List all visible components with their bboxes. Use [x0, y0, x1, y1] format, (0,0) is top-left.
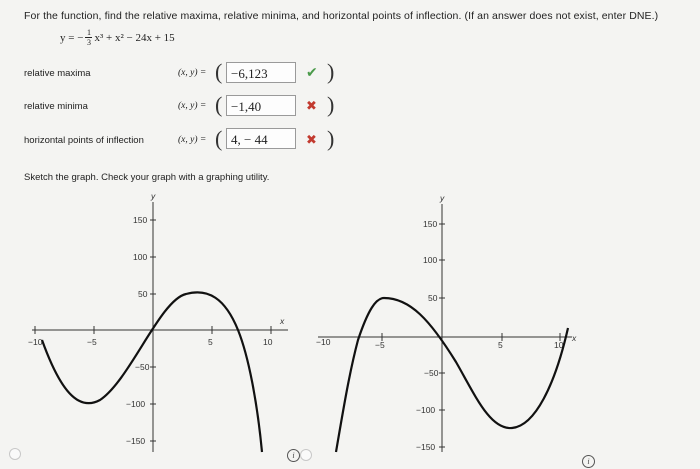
y-tick-label: −150	[126, 436, 146, 446]
x-tick-label: 10	[554, 340, 564, 350]
y-tick-label: −50	[135, 362, 150, 372]
x-tick-label: −10	[28, 337, 43, 347]
y-tick-label: 100	[423, 255, 438, 265]
inflection-points-label: horizontal points of inflection	[24, 135, 144, 146]
function-curve	[42, 292, 262, 452]
function-curve	[336, 298, 568, 452]
open-paren: (	[215, 92, 223, 117]
y-tick-label: 50	[138, 289, 148, 299]
x-tick-label: 5	[498, 340, 503, 350]
problem-prompt: For the function, find the relative maxima, relative minima, and horizontal points of inflection. (If an answer does not exist, enter DNE.)	[24, 10, 659, 22]
y-tick-label: −50	[424, 368, 439, 378]
y-tick-label: −100	[126, 399, 146, 409]
equation-fraction	[85, 28, 92, 47]
y-axis-label: y	[440, 193, 445, 203]
x-axis-label: x	[572, 333, 577, 343]
relative-maxima-input[interactable]: −6,123	[226, 62, 296, 83]
fraction-denominator: 3	[86, 38, 91, 47]
close-paren: )	[327, 59, 335, 84]
x-tick-label: −5	[375, 340, 385, 350]
x-axis-label: x	[280, 316, 285, 326]
info-icon[interactable]: i	[582, 455, 595, 468]
inflection-points-input[interactable]: 4, − 44	[226, 128, 296, 149]
relative-minima-input[interactable]: −1,40	[226, 95, 296, 116]
relative-minima-label: relative minima	[24, 101, 88, 112]
y-tick-label: 100	[133, 252, 148, 262]
open-paren: (	[215, 126, 223, 151]
close-paren: )	[327, 92, 335, 117]
y-tick-label: 150	[423, 219, 438, 229]
x-tick-label: 5	[208, 337, 213, 347]
inflection-points-xy: (x, y) =	[178, 135, 207, 145]
graph-option-1[interactable]	[20, 190, 310, 465]
cross-icon: ✖	[306, 132, 317, 147]
x-tick-label: 10	[263, 337, 273, 347]
y-axis-label: y	[151, 191, 156, 201]
graph-2-radio[interactable]	[300, 449, 312, 461]
graph-option-2[interactable]	[310, 190, 590, 465]
equation-lhs: y =	[60, 31, 75, 44]
open-paren: (	[215, 59, 223, 84]
function-equation	[60, 28, 175, 47]
close-paren: )	[327, 126, 335, 151]
y-tick-label: −150	[416, 442, 436, 452]
fraction-numerator: 1	[86, 28, 91, 37]
x-tick-label: −10	[316, 337, 331, 347]
relative-maxima-xy: (x, y) =	[178, 68, 207, 78]
check-icon: ✔	[306, 64, 318, 80]
sketch-instruction: Sketch the graph. Check your graph with a graphing utility.	[24, 172, 270, 183]
x-tick-label: −5	[87, 337, 97, 347]
graph-1-radio[interactable]	[9, 448, 21, 460]
y-tick-label: 50	[428, 293, 438, 303]
relative-maxima-label: relative maxima	[24, 68, 91, 79]
y-tick-label: −100	[416, 405, 436, 415]
y-tick-label: 150	[133, 215, 148, 225]
relative-minima-xy: (x, y) =	[178, 101, 207, 111]
equation-sign: −	[77, 31, 84, 44]
cross-icon: ✖	[306, 98, 317, 113]
equation-rest: x³ + x² − 24x + 15	[94, 31, 175, 44]
info-icon[interactable]: i	[287, 449, 300, 462]
